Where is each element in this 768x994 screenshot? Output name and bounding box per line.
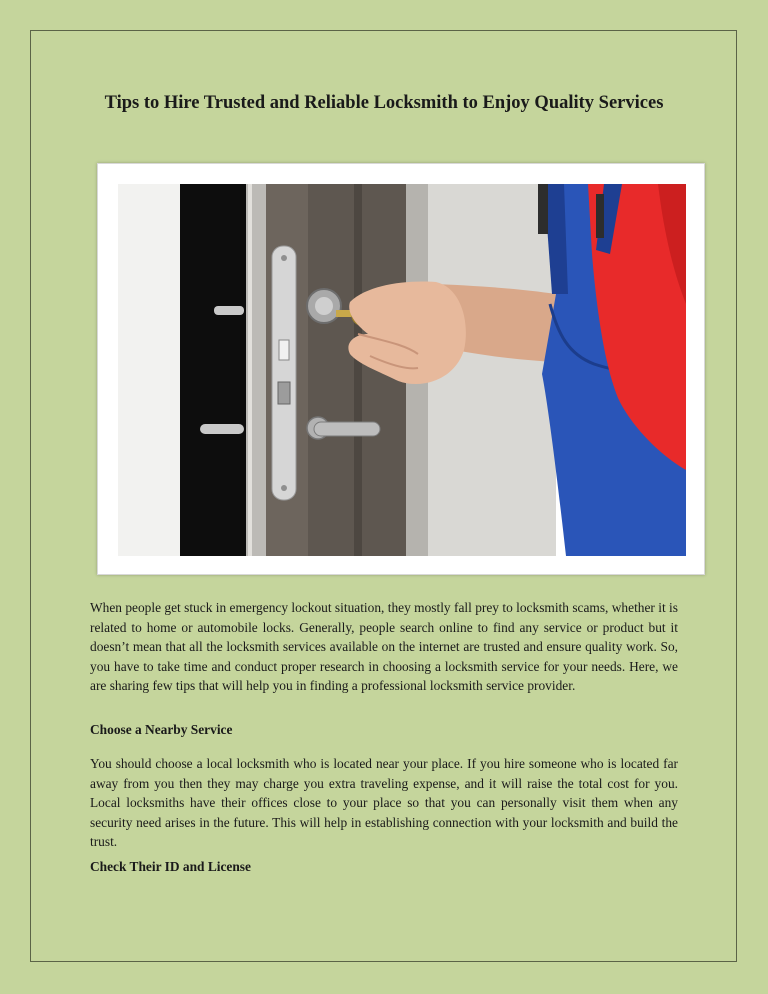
intro-paragraph: When people get stuck in emergency lockout situation, they mostly fall prey to locksmith scams, whether it is related to home or automobile locks. Generally, people search online to find any service or product but it doesn’t mean that all the locksmith services available on the internet are trusted and ensure quality work. So, you have to take time and conduct proper research in choosing a locksmith service for your needs. Here, we are sharing few tips that will help you in finding a professional locksmith service provider. <box>90 600 678 693</box>
locksmith-photo <box>118 184 686 556</box>
photo-frame <box>97 163 705 575</box>
page-title: Tips to Hire Trusted and Reliable Locksmith to Enjoy Quality Services <box>104 93 664 113</box>
section-paragraph: You should choose a local locksmith who is located near your place. If you hire someone who is located far away from you then they may charge you extra traveling expense, and it will raise the total cost for you. Local locksmiths have their offices close to your place so that you can personally visit them when any security need arises in the future. This will help in establishing connection with your locksmith and build the trust. <box>90 756 678 849</box>
section-heading: Check Their ID and License <box>90 859 251 874</box>
section-heading: Choose a Nearby Service <box>90 722 233 737</box>
